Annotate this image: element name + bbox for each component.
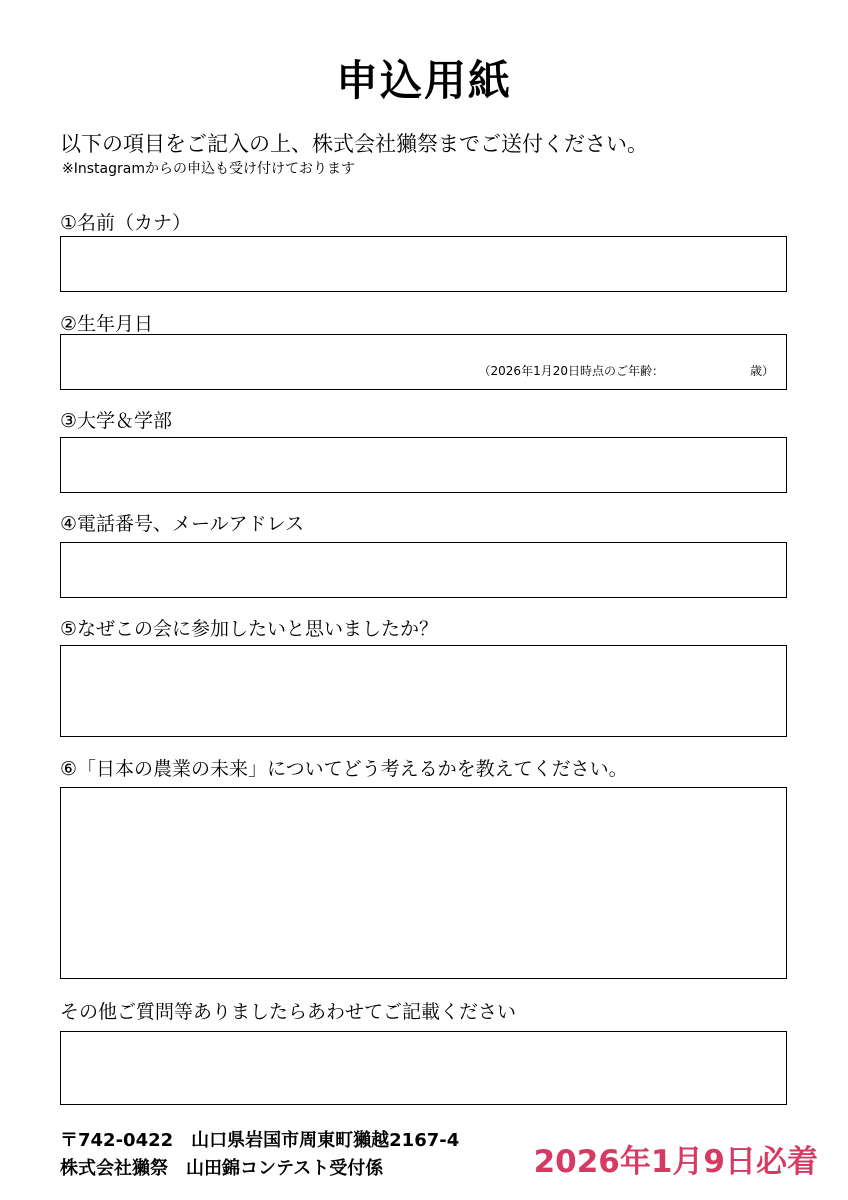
contact-field[interactable] bbox=[60, 542, 787, 598]
birthday-field[interactable] bbox=[60, 334, 787, 390]
footer-company: 株式会社獺祭 山田錦コンテスト受付係 bbox=[60, 1158, 384, 1179]
age-note bbox=[479, 362, 774, 379]
label-opinion: ⑥「日本の農業の未来」についてどう考えるかを教えてください。 bbox=[60, 758, 628, 780]
page-title: 申込用紙 bbox=[335, 56, 512, 105]
label-birthday: ②生年月日 bbox=[60, 313, 154, 335]
age-note-prefix: （2026年1月20日時点のご年齢： bbox=[478, 364, 664, 378]
label-university: ③大学＆学部 bbox=[60, 410, 173, 432]
instagram-note: ※Instagramからの申込も受け付けております bbox=[62, 161, 355, 177]
label-other: その他ご質問等ありましたらあわせてご記載ください bbox=[60, 1001, 517, 1023]
label-reason: ⑤なぜこの会に参加したいと思いましたか？ bbox=[60, 618, 439, 640]
age-note-suffix: 歳） bbox=[749, 364, 774, 378]
intro-text: 以下の項目をご記入の上、株式会社獺祭までご送付ください。 bbox=[60, 132, 648, 156]
university-field[interactable] bbox=[60, 437, 787, 493]
label-contact: ④電話番号、メールアドレス bbox=[60, 513, 305, 535]
other-field[interactable] bbox=[60, 1031, 787, 1105]
footer-address: 〒742-0422 山口県岩国市周東町獺越2167-4 bbox=[60, 1130, 460, 1151]
opinion-field[interactable] bbox=[60, 787, 787, 979]
label-name: ①名前（カナ） bbox=[60, 212, 192, 234]
reason-field[interactable] bbox=[60, 645, 787, 737]
name-field[interactable] bbox=[60, 236, 787, 292]
deadline-text: 2026年1月9日必着 bbox=[533, 1144, 818, 1180]
